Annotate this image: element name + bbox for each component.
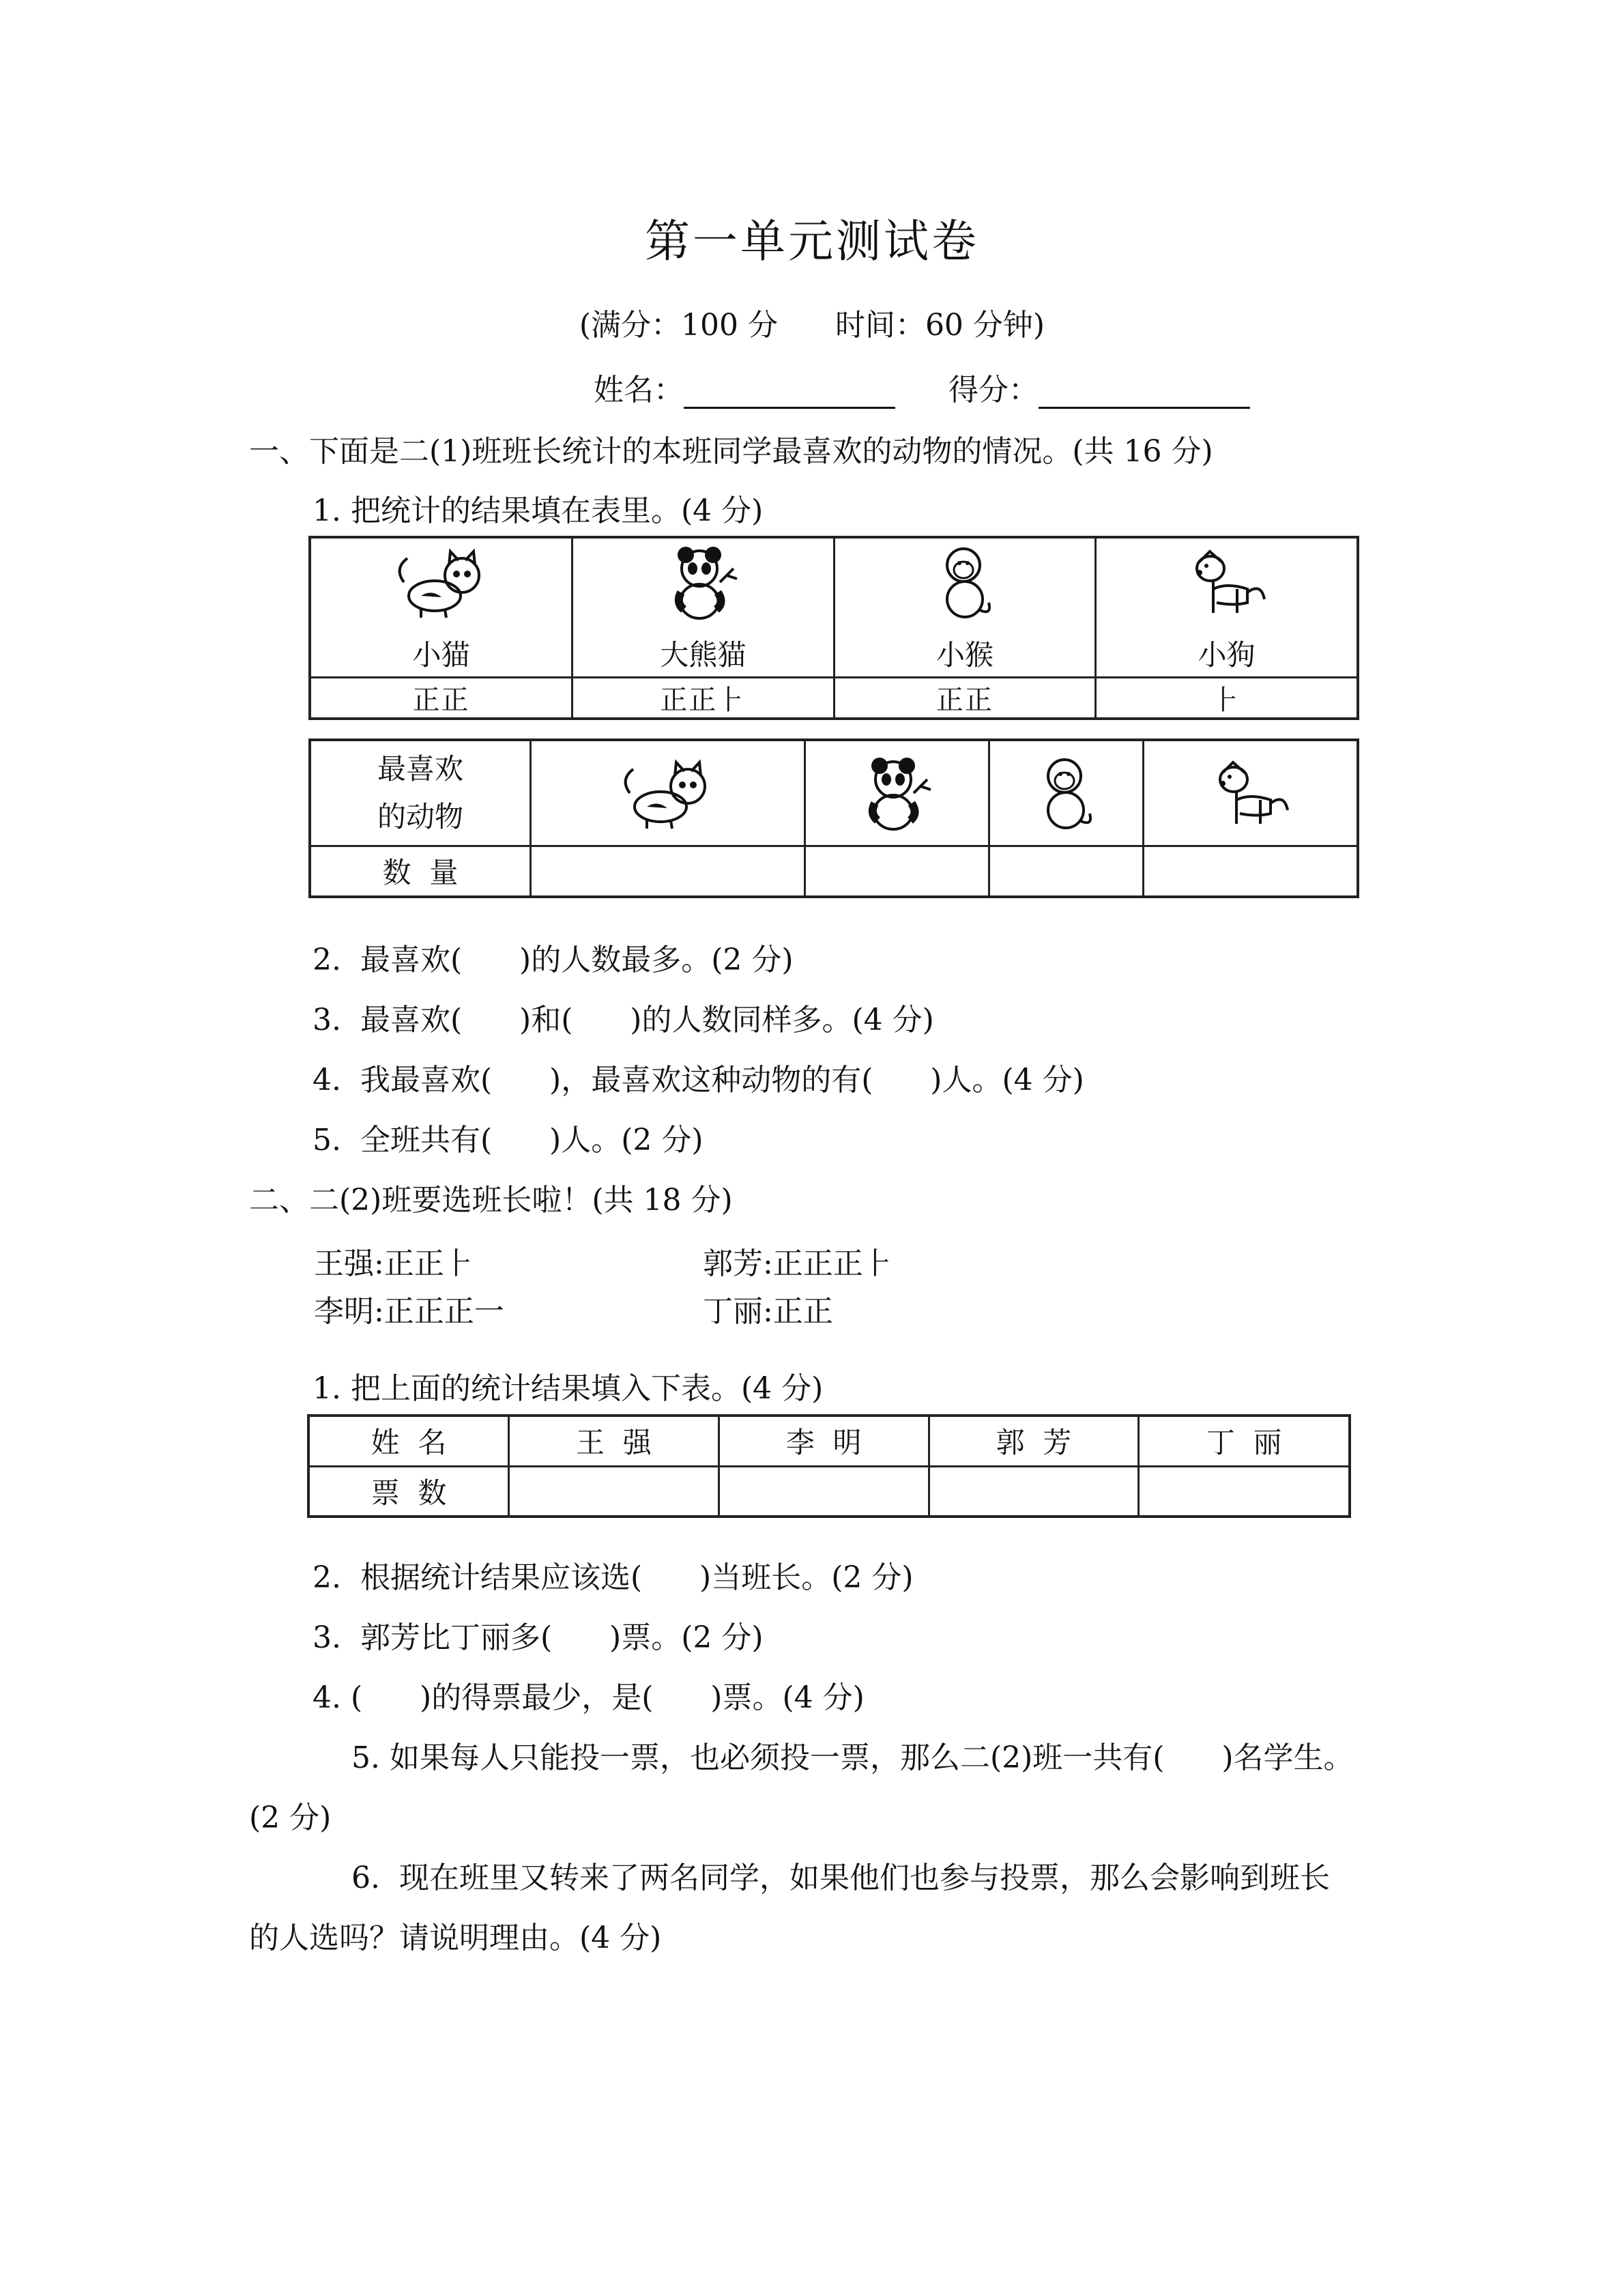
animal-cell-dog	[1096, 537, 1358, 677]
votes-input-wangqiang[interactable]	[509, 1466, 719, 1517]
page-title: 第一单元测试卷	[645, 215, 979, 268]
section2-q6-line1: 6. 现在班里又转来了两名同学，如果他们也参与投票，那么会影响到班长	[351, 1861, 1330, 1895]
vote-tally-wangqiang: 王强:正正⺊	[314, 1246, 474, 1281]
animal-tally-table	[308, 536, 1359, 720]
animal-label: 大熊猫	[660, 637, 746, 672]
tally-cell: ⺊	[1096, 677, 1358, 719]
candidate-name: 李 明	[719, 1416, 929, 1466]
monkey-icon	[1032, 752, 1100, 834]
animal-label: 小猫	[412, 637, 470, 672]
animal-cell-panda	[572, 537, 835, 677]
animal-label: 小狗	[1198, 637, 1256, 672]
cat-icon	[390, 541, 493, 623]
section1-q5: 5. 全班共有( )人。(2 分)	[313, 1123, 704, 1158]
section1-heading: 一、下面是二(1)班班长统计的本班同学最喜欢的动物的情况。(共 16 分)	[249, 434, 1213, 469]
animal-count-table	[308, 738, 1359, 898]
section2-q6-line2: 的人选吗？请说明理由。(4 分)	[249, 1921, 662, 1955]
count-cell-monkey	[989, 740, 1143, 846]
section1-q1: 1. 把统计的结果填在表里。(4 分)	[313, 493, 764, 528]
name-header: 姓 名	[308, 1416, 509, 1466]
votes-row-label: 票 数	[308, 1466, 509, 1517]
name-score-line	[594, 365, 1250, 409]
favorite-animal-header: 最喜欢 的动物	[310, 740, 531, 846]
count-input-cat[interactable]	[531, 846, 805, 897]
panda-icon	[856, 752, 938, 834]
section2-q4: 4. ( )的得票最少，是( )票。(4 分)	[313, 1680, 865, 1715]
vote-tally-dingli: 丁丽:正正	[703, 1294, 833, 1329]
section2-q3: 3. 郭芳比丁丽多( )票。(2 分)	[313, 1620, 764, 1655]
count-input-panda[interactable]	[804, 846, 989, 897]
count-row-label: 数 量	[310, 846, 531, 897]
votes-input-liming[interactable]	[719, 1466, 929, 1517]
section2-q5-line2: (2 分)	[249, 1800, 332, 1835]
tally-cell: 正正⺊	[572, 677, 835, 719]
panda-icon	[662, 541, 744, 623]
candidate-name: 郭 芳	[929, 1416, 1139, 1466]
votes-input-dingli[interactable]	[1139, 1466, 1350, 1517]
candidate-name: 王 强	[509, 1416, 719, 1466]
name-blank[interactable]	[684, 379, 895, 409]
tally-cell: 正正	[834, 677, 1095, 719]
candidate-name: 丁 丽	[1139, 1416, 1350, 1466]
count-cell-dog	[1143, 740, 1358, 846]
dog-icon	[1179, 541, 1275, 623]
count-input-dog[interactable]	[1143, 846, 1358, 897]
name-label: 姓名：	[594, 373, 684, 407]
tally-cell: 正正	[310, 677, 572, 719]
section1-q3: 3. 最喜欢( )和( )的人数同样多。(4 分)	[313, 1003, 934, 1037]
dog-icon	[1202, 752, 1298, 834]
vote-count-table	[307, 1414, 1351, 1518]
count-cell-panda	[804, 740, 989, 846]
section2-q1: 1. 把上面的统计结果填入下表。(4 分)	[313, 1371, 824, 1406]
monkey-icon	[931, 541, 999, 623]
count-cell-cat	[531, 740, 805, 846]
animal-cell-monkey	[834, 537, 1095, 677]
vote-tally-guofang: 郭芳:正正正⺊	[703, 1246, 893, 1281]
section2-q2: 2. 根据统计结果应该选( )当班长。(2 分)	[313, 1560, 914, 1595]
section2-q5-line1: 5. 如果每人只能投一票，也必须投一票，那么二(2)班一共有( )名学生。	[351, 1740, 1354, 1775]
votes-input-guofang[interactable]	[929, 1466, 1139, 1517]
animal-cell-cat	[310, 537, 572, 677]
subtitle: (满分：100 分 时间：60 分钟)	[579, 308, 1045, 343]
score-label: 得分：	[948, 373, 1039, 407]
count-input-monkey[interactable]	[989, 846, 1143, 897]
section1-q2: 2. 最喜欢( )的人数最多。(2 分)	[313, 943, 794, 977]
section2-heading: 二、二(2)班要选班长啦！(共 18 分)	[249, 1183, 733, 1218]
section1-q4: 4. 我最喜欢( )，最喜欢这种动物的有( )人。(4 分)	[313, 1063, 1084, 1097]
cat-icon	[606, 752, 729, 834]
animal-label: 小猴	[936, 637, 994, 672]
score-blank[interactable]	[1039, 379, 1250, 409]
vote-tally-liming: 李明:正正正一	[314, 1294, 504, 1329]
